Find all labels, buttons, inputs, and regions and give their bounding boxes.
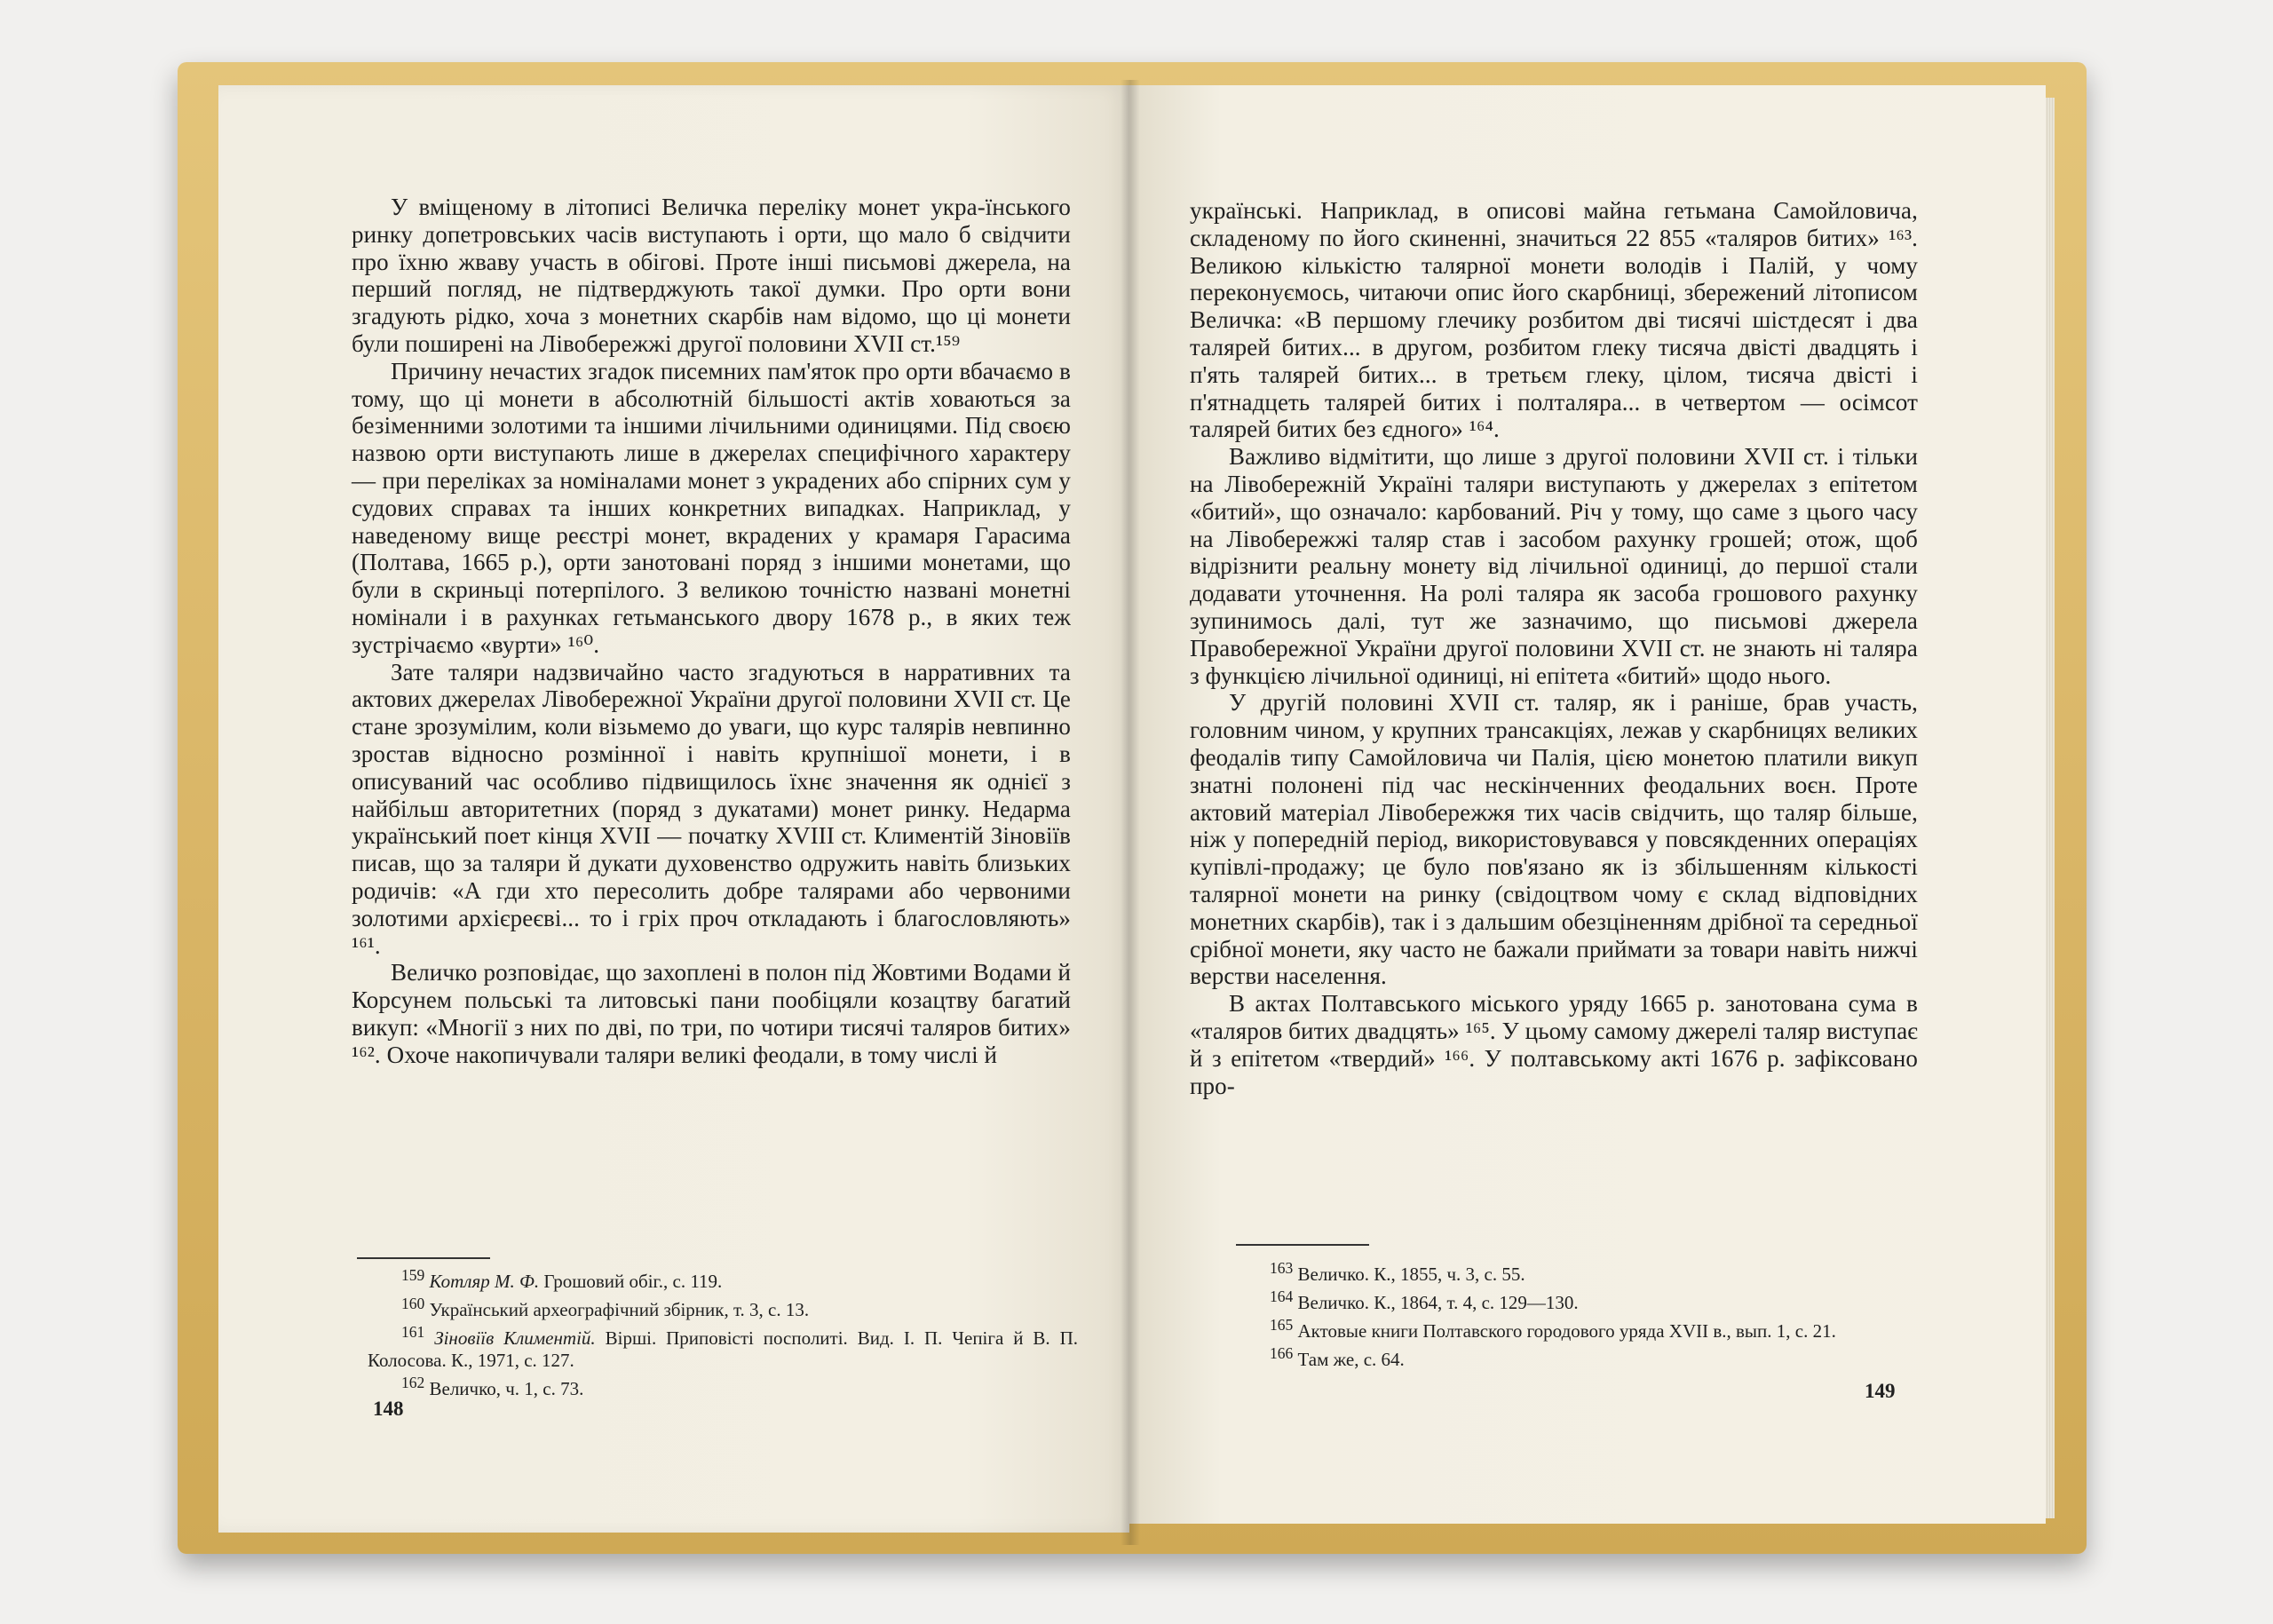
footnote (1236, 1286, 1937, 1314)
footnote-number: 163 (1270, 1259, 1294, 1277)
footnote-divider (357, 1257, 490, 1259)
footnote (1236, 1314, 1937, 1343)
footnote-text: Там же, с. 64. (1297, 1349, 1405, 1370)
footnote-text: Актовые книги Полтавского городового уряда XVII в., вып. 1, с. 21. (1297, 1320, 1836, 1342)
footnote-author: Котляр М. Ф. (429, 1271, 540, 1292)
paragraph: Важливо відмітити, що лише з другої половини XVII ст. і тільки на Лівобережній Україні таляри виступають у джерелах з епітетом «битий», що означало: карбований. Річ у тому, що саме з цього часу на Лівобережжі таляр став і засобом рахунку грошей; отож, щоб відрізнити реальну монету від лічильної одиниці, до першої стали додавати уточнення. На ролі таляра як засоба грошового рахунку зупинимось далі, тут же зазначимо, що письмові джерела Правобережної України другої половини XVII ст. не знають ні таляра з функцією лічильної одиниці, ні епітета «битий» щодо нього. (1190, 443, 1918, 689)
footnote-text: Величко. К., 1864, т. 4, с. 129—130. (1297, 1292, 1579, 1313)
footnote (368, 1264, 1078, 1293)
footnote-number: 164 (1270, 1287, 1294, 1305)
book-gutter (1121, 80, 1140, 1545)
page-number: 148 (373, 1398, 404, 1420)
right-footnotes (1236, 1257, 1937, 1371)
left-footnotes (368, 1264, 1078, 1400)
footnote-number: 162 (401, 1374, 425, 1391)
footnote-text: Грошовий обіг., с. 119. (543, 1271, 723, 1292)
footnote-number: 166 (1270, 1344, 1294, 1362)
paragraph: У вміщеному в літописі Величка переліку монет укра-їнського ринку допетровських часів виступають і орти, що мало б свідчити про їхню жваву участь в обігові. Проте інші письмові джерела, на перший погляд, не підтверджують такої думки. Про орти вони згадують рідко, хоча з монетних скарбів нам відомо, що ці монети були поширені на Лівобережжі другої половини XVII ст.¹⁵⁹ (352, 194, 1071, 357)
footnote (1236, 1343, 1937, 1371)
footnote-number: 165 (1270, 1316, 1294, 1334)
paragraph: Причину нечастих згадок писемних пам'яток про орти вбачаємо в тому, що ці монети в абсолютній більшості актів ховаються за безіменними золотими та іншими лічильними одиницями. Під своєю назвою орти виступають лише в джерелах специфічного характеру — при переліках за номіналами монет з украдених або спірних сум у судових справах та інших конкретних випадках. Наприклад, у наведеному вище реєстрі монет, вкрадених у крамаря Гарасима (Полтава, 1665 р.), орти занотовані поряд з іншими монетами, що були в скриньці потерпілого. З великою точністю названі монетні номінали і в рахунках гетьманського двору 1678 р., в яких теж зустрічаємо «вурти» ¹⁶⁰. (352, 357, 1071, 658)
paragraph: У другій половині XVII ст. таляр, як і раніше, брав участь, головним чином, у крупних трансакціях, лежав у скарбницях великих феодалів типу Самойловича чи Палія, цією монетою платили викуп знатні полонені під час нескінченних феодальних воєн. Проте актовий матеріал Лівобережжя тих часів свідчить, що таляр більше, ніж у попередній період, використовувався у повсякденних операціях купівлі-продажу; це було пов'язано як із збільшенням кількості талярної монети на ринку (свідоцтвом чому є склад відповідних монетних скарбів), так і з дальшим обезціненням дрібної та середньої срібної монети, яку часто не бажали приймати за товари навіть нижчі верстви населення. (1190, 689, 1918, 990)
footnote (368, 1321, 1078, 1372)
footnote-number: 161 (401, 1323, 425, 1341)
page-number: 149 (1865, 1380, 1896, 1402)
right-page-body (1190, 197, 1918, 1099)
left-page-body (352, 194, 1071, 1069)
paragraph: В актах Полтавського міського уряду 1665 р. занотована сума в «таляров битих двадцять» ¹⁶⁵. У цьому самому джерелі таляр виступає й з епітетом «твердий» ¹⁶⁶. У полтавському акті 1676 р. зафіксовано про- (1190, 990, 1918, 1099)
footnote-number: 159 (401, 1266, 425, 1284)
footnote (368, 1372, 1078, 1400)
footnote-divider (1236, 1244, 1369, 1246)
footnote-text: Величко. К., 1855, ч. 3, с. 55. (1297, 1264, 1525, 1285)
paragraph: українські. Наприклад, в описові майна гетьмана Самойловича, складеному по його скиненні, значиться 22 855 «таляров битих» ¹⁶³. Великою кількістю талярної монети володів і Палій, у чому переконуємось, читаючи опис його скарбниці, збережений літописом Величка: «В першому глечику розбитом дві тисячі шістдесят і два талярей битих... в другом, розбитом глеку тисяча двісті двадцять і п'ять талярей битих... в третьєм глеку, цілом, тисяча двісті і п'ятнадцеть талярей битих і полталяра... в четвертом — осімсот талярей битих без єдного» ¹⁶⁴. (1190, 197, 1918, 443)
paragraph: Величко розповідає, що захоплені в полон під Жовтими Водами й Корсунем польські та литовські пани пообіцяли козацтву багатий викуп: «Многії з них по дві, по три, по чотири тисячі таляров битих» ¹⁶². Охоче накопичували таляри великі феодали, в тому числі й (352, 959, 1071, 1068)
footnote-text: Величко, ч. 1, с. 73. (429, 1378, 584, 1399)
footnote (368, 1293, 1078, 1321)
footnote-text: Вірші. Приповісті посполиті. Вид. І. П. Чепіга й В. П. Колосова. К., 1971, с. 127. (368, 1327, 1079, 1371)
right-page (1129, 85, 2046, 1524)
footnote-author: Зіновіїв Климентій. (434, 1327, 596, 1349)
footnote-number: 160 (401, 1295, 425, 1312)
paragraph: Зате таляри надзвичайно часто згадуються в нарративних та актових джерелах Лівобережної України другої половини XVII ст. Це стане зрозумілим, коли візьмемо до уваги, що курс талярів невпинно зростав відносно розмінної і навіть крупнішої монети, і в описуваний час особливо підвищилось їхнє значення як однієї з найбільш авторитетних (поряд з дукатами) монет ринку. Недарма український поет кінця XVII — початку XVIII ст. Климентій Зіновіїв писав, що за таляри й дукати духовенство одружить навіть близьких родичів: «А гди хто пересолить добре талярами або червоними золотими архієреєві... то і гріх проч откладають і благословляють» ¹⁶¹. (352, 658, 1071, 959)
left-page (218, 85, 1129, 1533)
footnote-text: Український археографічний збірник, т. 3, с. 13. (429, 1299, 810, 1320)
footnote (1236, 1257, 1937, 1286)
